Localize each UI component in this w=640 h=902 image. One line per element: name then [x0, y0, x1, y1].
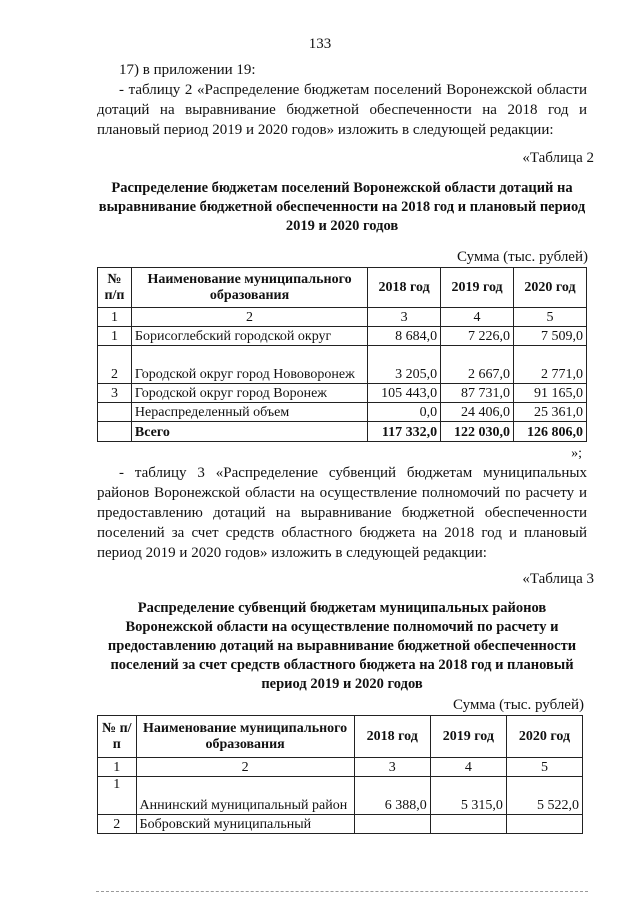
row-num: [98, 403, 132, 422]
row-name: Бобровский муниципальный: [136, 815, 354, 834]
table-row: [98, 384, 587, 403]
colnum: 2: [136, 758, 354, 777]
col-header-num: № п/п: [98, 268, 132, 308]
row-num: 2: [98, 815, 137, 834]
row-value-2019: [430, 815, 506, 834]
table-row: [98, 777, 583, 815]
row-value-2019: 87 731,0: [441, 384, 514, 403]
row-value-2018: 8 684,0: [368, 327, 441, 346]
row-value-2020: 25 361,0: [514, 403, 587, 422]
table2-total-row: [98, 422, 587, 442]
colnum: 1: [98, 758, 137, 777]
row-value-2019: 24 406,0: [441, 403, 514, 422]
row-name: Нераспределенный объем: [131, 403, 367, 422]
row-value-2018: 105 443,0: [368, 384, 441, 403]
row-name: Аннинский муниципальный район: [136, 777, 354, 815]
table3-colnum-row: [98, 758, 583, 777]
table3: [97, 715, 583, 834]
page-number: 133: [308, 36, 332, 52]
page-bottom-divider: [96, 891, 588, 892]
colnum: 4: [430, 758, 506, 777]
row-num: 2: [98, 346, 132, 384]
row-value-2018: 0,0: [368, 403, 441, 422]
colnum: 4: [441, 308, 514, 327]
col-header-2019: 2019 год: [430, 716, 506, 758]
col-header-2020: 2020 год: [514, 268, 587, 308]
table-row: [98, 815, 583, 834]
row-value-2018: 3 205,0: [368, 346, 441, 384]
intro-block: [97, 60, 587, 140]
col-header-name: Наименование муниципального образования: [136, 716, 354, 758]
colnum: 5: [514, 308, 587, 327]
table3-units: Сумма (тыс. рублей): [452, 697, 584, 713]
col-header-name: Наименование муниципального образования: [131, 268, 367, 308]
row-value-2019: 7 226,0: [441, 327, 514, 346]
table2-header-row: [98, 268, 587, 308]
intro-paragraph: - таблицу 2 «Распределение бюджетам поселений Воронежской области дотаций на выравнивание бюджетной обеспеченности на 2018 год и плановый период 2019 и 2020 годов» изложить в следующей редакции:: [97, 82, 587, 138]
col-header-2020: 2020 год: [506, 716, 582, 758]
colnum: 1: [98, 308, 132, 327]
row-value-2019: 5 315,0: [430, 777, 506, 815]
row-num: 1: [98, 777, 137, 815]
total-value-2018: 117 332,0: [368, 422, 441, 442]
col-header-2019: 2019 год: [441, 268, 514, 308]
total-value-2020: 126 806,0: [514, 422, 587, 442]
row-value-2018: [354, 815, 430, 834]
row-value-2019: 2 667,0: [441, 346, 514, 384]
table2-label: «Таблица 2: [522, 150, 594, 166]
total-value-2019: 122 030,0: [441, 422, 514, 442]
intro-item-number: 17) в приложении 19:: [119, 62, 256, 78]
total-label: Всего: [131, 422, 367, 442]
row-name: Городской округ город Нововоронеж: [131, 346, 367, 384]
table3-title: Распределение субвенций бюджетам муниципальных районов Воронежской области на осуществление полномочий по расчету и предоставлению дотаций на выравнивание бюджетной обеспеченности поселений за счет средств областного бюджета на 2018 год и плановый период 2019 и 2020 годов: [107, 600, 577, 692]
colnum: 3: [354, 758, 430, 777]
table2-closing-quote: »;: [571, 446, 582, 461]
row-num: 3: [98, 384, 132, 403]
row-num: [98, 422, 132, 442]
colnum: 5: [506, 758, 582, 777]
row-name: Борисоглебский городской округ: [131, 327, 367, 346]
table-row: [98, 403, 587, 422]
table-row: [98, 346, 587, 384]
table3-label: «Таблица 3: [522, 571, 594, 587]
row-name: Городской округ город Воронеж: [131, 384, 367, 403]
row-value-2020: 2 771,0: [514, 346, 587, 384]
table2: [97, 267, 587, 442]
table2-units: Сумма (тыс. рублей): [456, 249, 588, 265]
paragraph-table3: [97, 463, 587, 563]
colnum: 3: [368, 308, 441, 327]
row-value-2018: 6 388,0: [354, 777, 430, 815]
table2-colnum-row: [98, 308, 587, 327]
table-row: [98, 327, 587, 346]
row-num: 1: [98, 327, 132, 346]
table2-title: Распределение бюджетам поселений Воронежской области дотаций на выравнивание бюджетной обеспеченности на 2018 год и плановый период 2019 и 2020 годов: [98, 180, 586, 234]
table3-intro-paragraph: - таблицу 3 «Распределение субвенций бюджетам муниципальных районов Воронежской области на осуществление полномочий по расчету и предоставлению дотаций на выравнивание бюджетной обеспеченности поселений за счет средств областного бюджета на 2018 год и плановый период 2019 и 2020 годов» изложить в следующей редакции:: [97, 465, 587, 561]
colnum: 2: [131, 308, 367, 327]
table3-header-row: [98, 716, 583, 758]
col-header-num: № п/п: [98, 716, 137, 758]
col-header-2018: 2018 год: [368, 268, 441, 308]
row-value-2020: 5 522,0: [506, 777, 582, 815]
row-value-2020: 91 165,0: [514, 384, 587, 403]
row-value-2020: 7 509,0: [514, 327, 587, 346]
col-header-2018: 2018 год: [354, 716, 430, 758]
row-value-2020: [506, 815, 582, 834]
